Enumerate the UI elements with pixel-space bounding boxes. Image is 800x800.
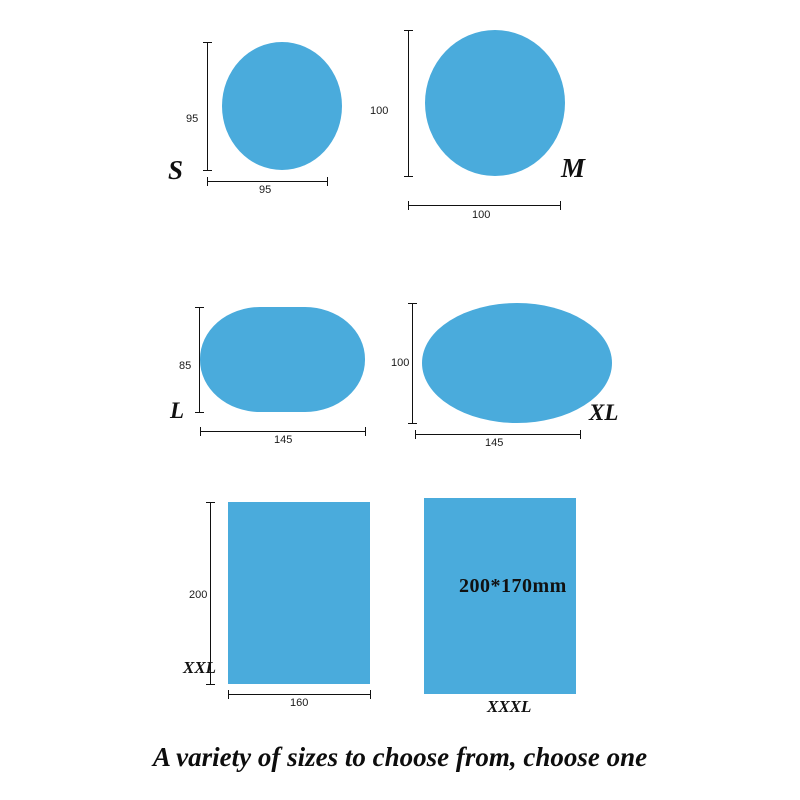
tick-l-horizontal-left [200,427,201,436]
dimension-label-m-width: 100 [472,209,491,221]
dimension-label-m-height: 100 [370,105,389,117]
shape-xl-rounded-rect [422,303,612,423]
dimension-label-xxxl-inner: 200*170mm [459,575,567,597]
dimension-line-xxl-vertical [210,502,211,684]
tick-xxl-vertical-top [206,502,215,503]
dimension-label-xl-width: 145 [485,437,504,449]
tick-l-horizontal-right [365,427,366,436]
shape-m-circle [425,30,565,176]
dimension-line-m-vertical [408,30,409,176]
dimension-label-xxl-height: 200 [189,589,208,601]
tick-l-vertical-bottom [195,412,204,413]
shape-xxl-rect [228,502,370,684]
dimension-line-s-horizontal [207,181,327,182]
tick-m-horizontal-right [560,201,561,210]
dimension-label-s-width: 95 [259,184,272,196]
size-label-m: M [561,153,586,183]
tick-xl-vertical-top [408,303,417,304]
dimension-line-xxl-horizontal [228,694,370,695]
dimension-line-l-horizontal [200,431,365,432]
dimension-line-l-vertical [199,307,200,412]
tick-xl-horizontal-left [415,430,416,439]
dimension-label-s-height: 95 [186,113,199,125]
tick-xl-horizontal-right [580,430,581,439]
size-label-xl: XL [589,400,619,425]
size-label-s: S [168,155,184,185]
tick-m-vertical-bottom [404,176,413,177]
size-label-xxxl: XXXL [487,697,532,716]
diagram-caption: A variety of sizes to choose from, choose one [152,742,648,772]
size-label-l: L [170,398,185,423]
tick-m-vertical-top [404,30,413,31]
dimension-line-m-horizontal [408,205,560,206]
tick-m-horizontal-left [408,201,409,210]
tick-s-horizontal-right [327,177,328,186]
tick-xl-vertical-bottom [408,423,417,424]
dimension-line-xl-vertical [412,303,413,423]
dimension-label-l-height: 85 [179,360,192,372]
tick-s-vertical-top [203,42,212,43]
shape-l-rounded-rect [200,307,365,412]
dimension-label-xxl-width: 160 [290,697,309,709]
dimension-label-l-width: 145 [274,434,293,446]
dimension-line-xl-horizontal [415,434,580,435]
size-label-xxl: XXL [183,658,217,677]
tick-xxl-vertical-bottom [206,684,215,685]
shape-s-circle [222,42,342,170]
tick-xxl-horizontal-left [228,690,229,699]
tick-s-horizontal-left [207,177,208,186]
tick-xxl-horizontal-right [370,690,371,699]
dimension-label-xl-height: 100 [391,357,410,369]
tick-s-vertical-bottom [203,170,212,171]
dimension-line-s-vertical [207,42,208,170]
tick-l-vertical-top [195,307,204,308]
